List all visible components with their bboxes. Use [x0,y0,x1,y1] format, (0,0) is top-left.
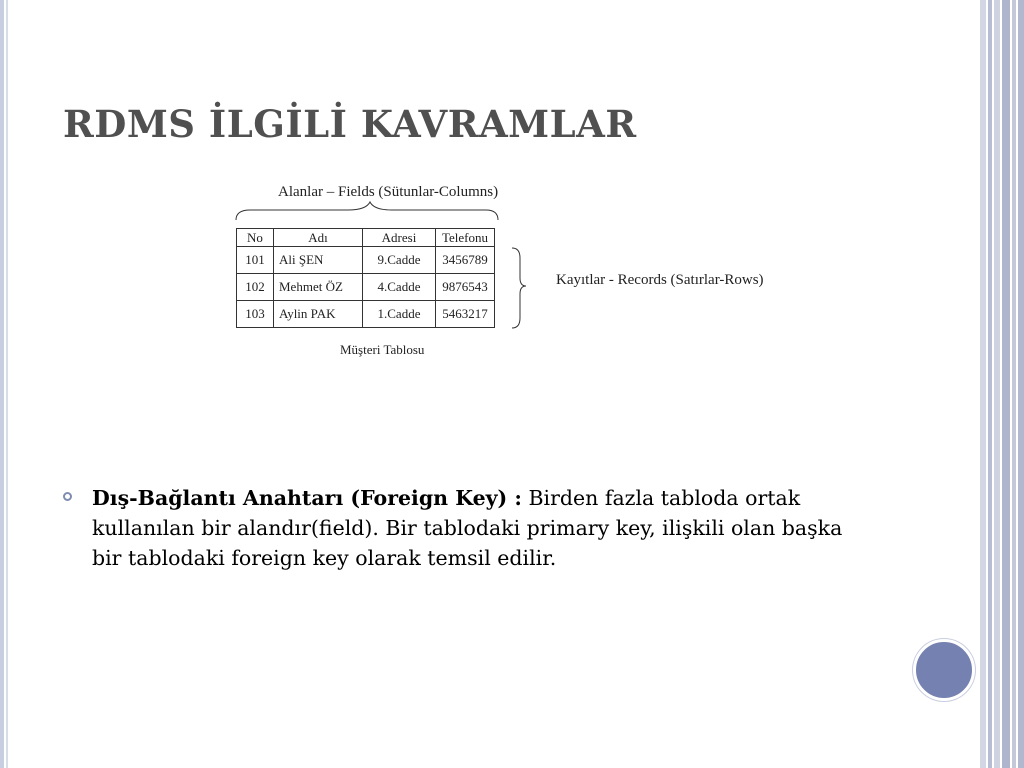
customer-table-figure [230,180,790,370]
bullet-description: Birden fazla tabloda ortak kullanılan bir alandır(field). Bir tablodaki primary key, ilişkili olan başka bir tablodaki foreign key olarak temsil edilir. [92,486,843,570]
bullet-text [92,483,863,573]
right-border-stripe [1018,0,1024,768]
decorative-circle [913,639,975,701]
table-cell: 102 [237,274,274,301]
table-header-row [237,229,495,247]
column-header: Adresi [363,229,436,247]
table-cell: 3456789 [436,247,495,274]
bullet-item [63,483,863,573]
left-border-stripe [6,0,8,768]
table-cell: 4.Cadde [363,274,436,301]
right-border-stripe [980,0,986,768]
table-cell: 5463217 [436,301,495,328]
table-cell: 1.Cadde [363,301,436,328]
right-border-stripe [1002,0,1010,768]
table-cell: 9.Cadde [363,247,436,274]
table-cell: 9876543 [436,274,495,301]
right-border-stripe [988,0,992,768]
table-caption: Müşteri Tablosu [340,342,425,357]
left-border-decoration [0,0,12,768]
fields-label: Alanlar – Fields (Sütunlar-Columns) [278,184,499,200]
column-header: Adı [274,229,363,247]
table-row [237,301,495,328]
right-border-stripe [994,0,1000,768]
table-row [237,274,495,301]
table-cell: Mehmet ÖZ [274,274,363,301]
table-cell: 101 [237,247,274,274]
left-border-stripe [0,0,4,768]
column-header: Telefonu [436,229,495,247]
table-cell: 103 [237,301,274,328]
right-border-stripe [1012,0,1016,768]
customer-table [236,228,495,328]
table-cell: Ali ŞEN [274,247,363,274]
table-cell: Aylin PAK [274,301,363,328]
records-label: Kayıtlar - Records (Satırlar-Rows) [556,272,764,288]
bullet-term: Dış-Bağlantı Anahtarı (Foreign Key) : [92,486,522,510]
slide-title: RDMS İLGİLİ KAVRAMLAR [63,102,637,146]
table-row [237,247,495,274]
right-border-decoration [980,0,1024,768]
column-header: No [237,229,274,247]
bullet-circle-icon [63,492,72,501]
